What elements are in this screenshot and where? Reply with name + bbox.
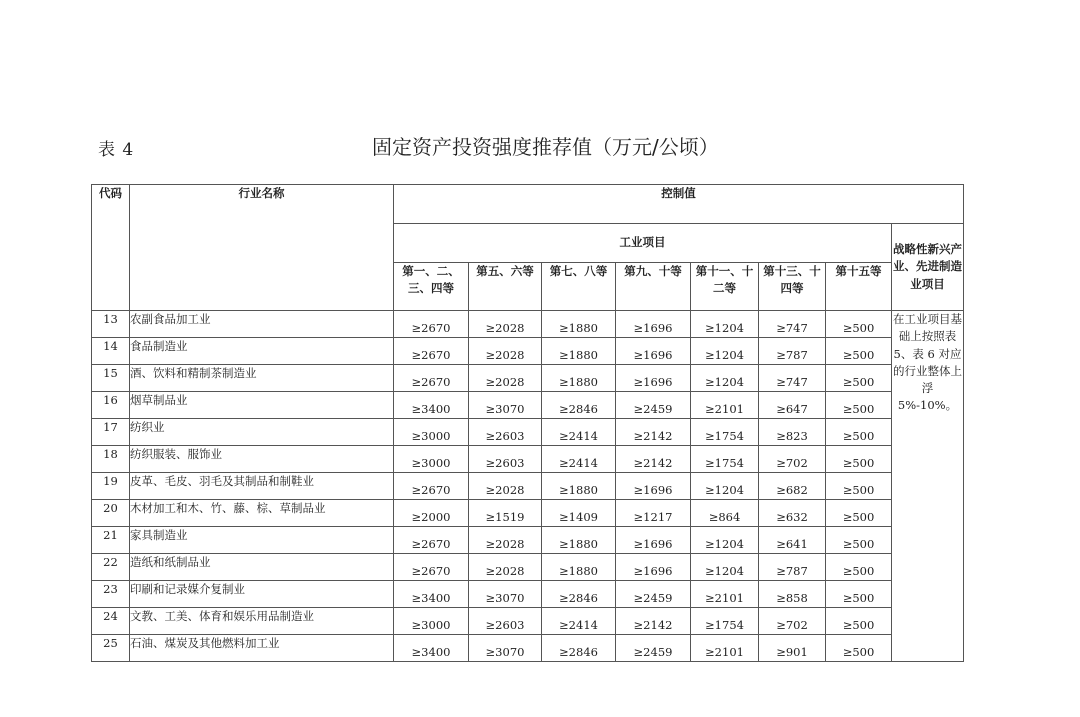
row-value-cell: ≥2028 <box>469 311 542 338</box>
row-value-cell: ≥3400 <box>394 392 469 419</box>
row-industry-name: 农副食品加工业 <box>130 311 394 338</box>
row-value-cell: ≥702 <box>759 608 826 635</box>
row-code: 23 <box>92 581 130 608</box>
row-value-cell: ≥2142 <box>616 419 691 446</box>
row-value-cell: ≥1204 <box>691 554 759 581</box>
row-value-cell: ≥2846 <box>542 392 616 419</box>
table-row <box>92 554 964 581</box>
header-control-value: 控制值 <box>394 185 964 224</box>
row-industry-name: 纺织业 <box>130 419 394 446</box>
table-row <box>92 446 964 473</box>
row-value-cell: ≥2101 <box>691 581 759 608</box>
row-value-cell: ≥1696 <box>616 473 691 500</box>
row-code: 25 <box>92 635 130 662</box>
row-value-cell: ≥747 <box>759 311 826 338</box>
table-row <box>92 527 964 554</box>
table-number-label: 表 4 <box>98 140 135 160</box>
row-value-cell: ≥1204 <box>691 527 759 554</box>
row-value-cell: ≥632 <box>759 500 826 527</box>
row-code: 13 <box>92 311 130 338</box>
row-industry-name: 烟草制品业 <box>130 392 394 419</box>
row-code: 15 <box>92 365 130 392</box>
header-tier-9-10: 第九、十等 <box>616 263 691 311</box>
row-code: 20 <box>92 500 130 527</box>
row-value-cell: ≥3000 <box>394 446 469 473</box>
header-tier-15: 第十五等 <box>826 263 892 311</box>
table-row <box>92 581 964 608</box>
row-value-cell: ≥1754 <box>691 608 759 635</box>
row-value-cell: ≥2846 <box>542 635 616 662</box>
row-value-cell: ≥2670 <box>394 338 469 365</box>
row-value-cell: ≥500 <box>826 392 892 419</box>
row-value-cell: ≥1217 <box>616 500 691 527</box>
row-value-cell: ≥747 <box>759 365 826 392</box>
row-value-cell: ≥1204 <box>691 338 759 365</box>
table-row <box>92 392 964 419</box>
investment-intensity-table <box>91 184 964 662</box>
header-tier-1-4: 第一、二、三、四等 <box>394 263 469 311</box>
row-value-cell: ≥1696 <box>616 527 691 554</box>
row-industry-name: 食品制造业 <box>130 338 394 365</box>
row-value-cell: ≥2459 <box>616 392 691 419</box>
row-value-cell: ≥500 <box>826 473 892 500</box>
row-value-cell: ≥2101 <box>691 392 759 419</box>
row-value-cell: ≥2603 <box>469 446 542 473</box>
strategic-note-cell: 在工业项目基础上按照表 5、表 6 对应的行业整体上浮 5%-10%。 <box>892 311 964 662</box>
row-industry-name: 纺织服装、服饰业 <box>130 446 394 473</box>
row-value-cell: ≥1204 <box>691 365 759 392</box>
row-value-cell: ≥3070 <box>469 392 542 419</box>
table-row <box>92 338 964 365</box>
row-industry-name: 家具制造业 <box>130 527 394 554</box>
row-value-cell: ≥702 <box>759 446 826 473</box>
row-value-cell: ≥2670 <box>394 554 469 581</box>
row-value-cell: ≥1880 <box>542 527 616 554</box>
row-value-cell: ≥901 <box>759 635 826 662</box>
row-value-cell: ≥682 <box>759 473 826 500</box>
row-value-cell: ≥2142 <box>616 608 691 635</box>
row-value-cell: ≥3000 <box>394 419 469 446</box>
header-code: 代码 <box>92 185 130 311</box>
row-value-cell: ≥1880 <box>542 554 616 581</box>
header-tier-13-14: 第十三、十四等 <box>759 263 826 311</box>
row-value-cell: ≥1754 <box>691 419 759 446</box>
row-value-cell: ≥787 <box>759 338 826 365</box>
row-value-cell: ≥1880 <box>542 338 616 365</box>
row-code: 18 <box>92 446 130 473</box>
header-tier-7-8: 第七、八等 <box>542 263 616 311</box>
row-industry-name: 印刷和记录媒介复制业 <box>130 581 394 608</box>
row-value-cell: ≥1204 <box>691 311 759 338</box>
row-value-cell: ≥1696 <box>616 365 691 392</box>
row-value-cell: ≥500 <box>826 581 892 608</box>
row-value-cell: ≥1696 <box>616 338 691 365</box>
row-code: 24 <box>92 608 130 635</box>
row-value-cell: ≥2101 <box>691 635 759 662</box>
table-row <box>92 635 964 662</box>
row-value-cell: ≥2000 <box>394 500 469 527</box>
row-value-cell: ≥500 <box>826 635 892 662</box>
row-value-cell: ≥2414 <box>542 608 616 635</box>
row-value-cell: ≥500 <box>826 527 892 554</box>
row-value-cell: ≥1880 <box>542 365 616 392</box>
row-code: 22 <box>92 554 130 581</box>
header-tier-11-12: 第十一、十二等 <box>691 263 759 311</box>
row-value-cell: ≥2028 <box>469 338 542 365</box>
table-body <box>92 311 964 662</box>
row-value-cell: ≥500 <box>826 338 892 365</box>
row-value-cell: ≥2459 <box>616 581 691 608</box>
row-value-cell: ≥641 <box>759 527 826 554</box>
row-value-cell: ≥2142 <box>616 446 691 473</box>
row-value-cell: ≥2028 <box>469 527 542 554</box>
row-value-cell: ≥2846 <box>542 581 616 608</box>
row-value-cell: ≥500 <box>826 419 892 446</box>
row-value-cell: ≥1519 <box>469 500 542 527</box>
row-value-cell: ≥787 <box>759 554 826 581</box>
row-value-cell: ≥2670 <box>394 311 469 338</box>
row-value-cell: ≥500 <box>826 554 892 581</box>
row-code: 21 <box>92 527 130 554</box>
row-value-cell: ≥864 <box>691 500 759 527</box>
row-value-cell: ≥2414 <box>542 446 616 473</box>
row-value-cell: ≥3070 <box>469 581 542 608</box>
header-tier-5-6: 第五、六等 <box>469 263 542 311</box>
row-value-cell: ≥2670 <box>394 527 469 554</box>
row-value-cell: ≥500 <box>826 608 892 635</box>
row-value-cell: ≥3000 <box>394 608 469 635</box>
row-value-cell: ≥500 <box>826 446 892 473</box>
row-value-cell: ≥2459 <box>616 635 691 662</box>
row-value-cell: ≥2670 <box>394 365 469 392</box>
row-value-cell: ≥647 <box>759 392 826 419</box>
row-value-cell: ≥500 <box>826 365 892 392</box>
row-value-cell: ≥2028 <box>469 554 542 581</box>
row-value-cell: ≥3400 <box>394 635 469 662</box>
row-value-cell: ≥3400 <box>394 581 469 608</box>
table-row <box>92 311 964 338</box>
row-value-cell: ≥2603 <box>469 608 542 635</box>
row-value-cell: ≥1409 <box>542 500 616 527</box>
table-row <box>92 500 964 527</box>
row-industry-name: 文教、工美、体育和娱乐用品制造业 <box>130 608 394 635</box>
row-code: 19 <box>92 473 130 500</box>
row-industry-name: 皮革、毛皮、羽毛及其制品和制鞋业 <box>130 473 394 500</box>
row-value-cell: ≥2670 <box>394 473 469 500</box>
row-value-cell: ≥2028 <box>469 365 542 392</box>
row-value-cell: ≥858 <box>759 581 826 608</box>
table-row <box>92 473 964 500</box>
header-industry-name: 行业名称 <box>130 185 394 311</box>
row-value-cell: ≥823 <box>759 419 826 446</box>
row-industry-name: 木材加工和木、竹、藤、棕、草制品业 <box>130 500 394 527</box>
row-value-cell: ≥1204 <box>691 473 759 500</box>
row-value-cell: ≥500 <box>826 500 892 527</box>
table-row <box>92 608 964 635</box>
row-industry-name: 酒、饮料和精制茶制造业 <box>130 365 394 392</box>
row-value-cell: ≥1880 <box>542 473 616 500</box>
row-value-cell: ≥1696 <box>616 554 691 581</box>
row-code: 17 <box>92 419 130 446</box>
table-row <box>92 365 964 392</box>
row-value-cell: ≥500 <box>826 311 892 338</box>
row-value-cell: ≥1880 <box>542 311 616 338</box>
row-value-cell: ≥3070 <box>469 635 542 662</box>
row-value-cell: ≥1754 <box>691 446 759 473</box>
row-value-cell: ≥2603 <box>469 419 542 446</box>
row-value-cell: ≥2414 <box>542 419 616 446</box>
row-industry-name: 造纸和纸制品业 <box>130 554 394 581</box>
document-title: 固定资产投资强度推荐值（万元/公顷） <box>372 135 719 159</box>
row-code: 14 <box>92 338 130 365</box>
row-value-cell: ≥2028 <box>469 473 542 500</box>
table-row <box>92 419 964 446</box>
row-code: 16 <box>92 392 130 419</box>
row-industry-name: 石油、煤炭及其他燃料加工业 <box>130 635 394 662</box>
row-value-cell: ≥1696 <box>616 311 691 338</box>
header-industrial-projects: 工业项目 <box>394 224 892 263</box>
header-strategic-projects: 战略性新兴产业、先进制造业项目 <box>892 224 964 311</box>
